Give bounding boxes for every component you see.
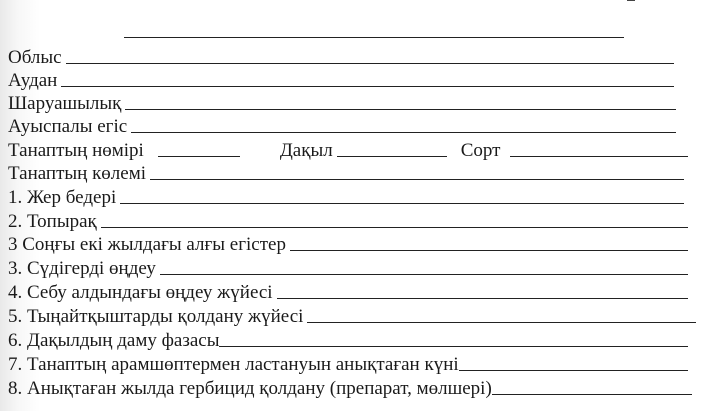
field-growth-phase-line[interactable]: [219, 346, 688, 347]
field-presowing-tillage-label: 4. Себу алдындағы өңдеу жүйесі: [8, 282, 273, 303]
field-crop-label: Дақыл: [279, 140, 333, 161]
field-region-label: Облыс: [8, 47, 62, 68]
field-plot-number-row: [8, 139, 688, 161]
field-variety-label: Сорт: [460, 140, 501, 161]
field-relief: [8, 186, 684, 208]
field-soil: [8, 210, 688, 232]
field-previous-crops: [8, 233, 688, 255]
field-district-line[interactable]: [61, 86, 674, 87]
field-farm-label: Шаруашылық: [8, 93, 122, 114]
field-weed-date-line[interactable]: [459, 370, 688, 371]
field-region: [8, 46, 674, 68]
field-crop-line[interactable]: [337, 156, 447, 157]
field-district: [8, 69, 674, 91]
field-crop-rotation-line[interactable]: [131, 132, 676, 133]
field-farm-line[interactable]: [125, 109, 676, 110]
field-fallow-tillage-line[interactable]: [160, 274, 688, 275]
field-farm: [8, 92, 676, 114]
field-crop-rotation: [8, 115, 676, 137]
field-district-label: Аудан: [8, 70, 58, 91]
field-region-line[interactable]: [66, 63, 674, 64]
field-presowing-tillage-line[interactable]: [277, 298, 688, 299]
field-relief-line[interactable]: [120, 203, 684, 204]
field-crop-rotation-label: Ауыспалы егіс: [8, 116, 128, 137]
field-relief-label: 1. Жер бедері: [8, 187, 117, 208]
field-fertilizer-system-line[interactable]: [307, 322, 696, 323]
title-blank-line[interactable]: [124, 37, 624, 38]
field-fallow-tillage: [8, 257, 688, 279]
field-herbicide-line[interactable]: [492, 394, 692, 395]
field-soil-line[interactable]: [101, 227, 688, 228]
field-previous-crops-line[interactable]: [290, 250, 688, 251]
field-plot-area-line[interactable]: [150, 179, 684, 180]
field-weed-date-label: 7. Танаптың арамшөптермен ластануын анықтаған күні: [8, 354, 459, 375]
field-plot-area: [8, 162, 684, 184]
field-previous-crops-label: 3 Соңғы екі жылдағы алғы егістер: [8, 234, 286, 255]
field-fertilizer-system: [8, 305, 696, 327]
corner-mark: [627, 0, 635, 5]
field-herbicide: [8, 377, 692, 399]
field-growth-phase-label: 6. Дақылдың даму фазасы: [8, 330, 220, 351]
field-presowing-tillage: [8, 281, 688, 303]
field-weed-date: [8, 353, 688, 375]
field-variety-line[interactable]: [510, 156, 688, 157]
field-growth-phase: [8, 329, 688, 351]
field-plot-number-line[interactable]: [158, 156, 240, 157]
field-herbicide-label: 8. Анықтаған жылда гербицид қолдану (препарат, мөлшері): [8, 378, 492, 399]
field-plot-area-label: Танаптың көлемі: [8, 163, 147, 184]
field-plot-number-label: Танаптың нөмірі: [8, 140, 144, 161]
field-fertilizer-system-label: 5. Тыңайтқыштарды қолдану жүйесі: [8, 306, 304, 327]
field-soil-label: 2. Топырақ: [8, 211, 97, 232]
field-fallow-tillage-label: 3. Сүдігерді өңдеу: [8, 258, 156, 279]
